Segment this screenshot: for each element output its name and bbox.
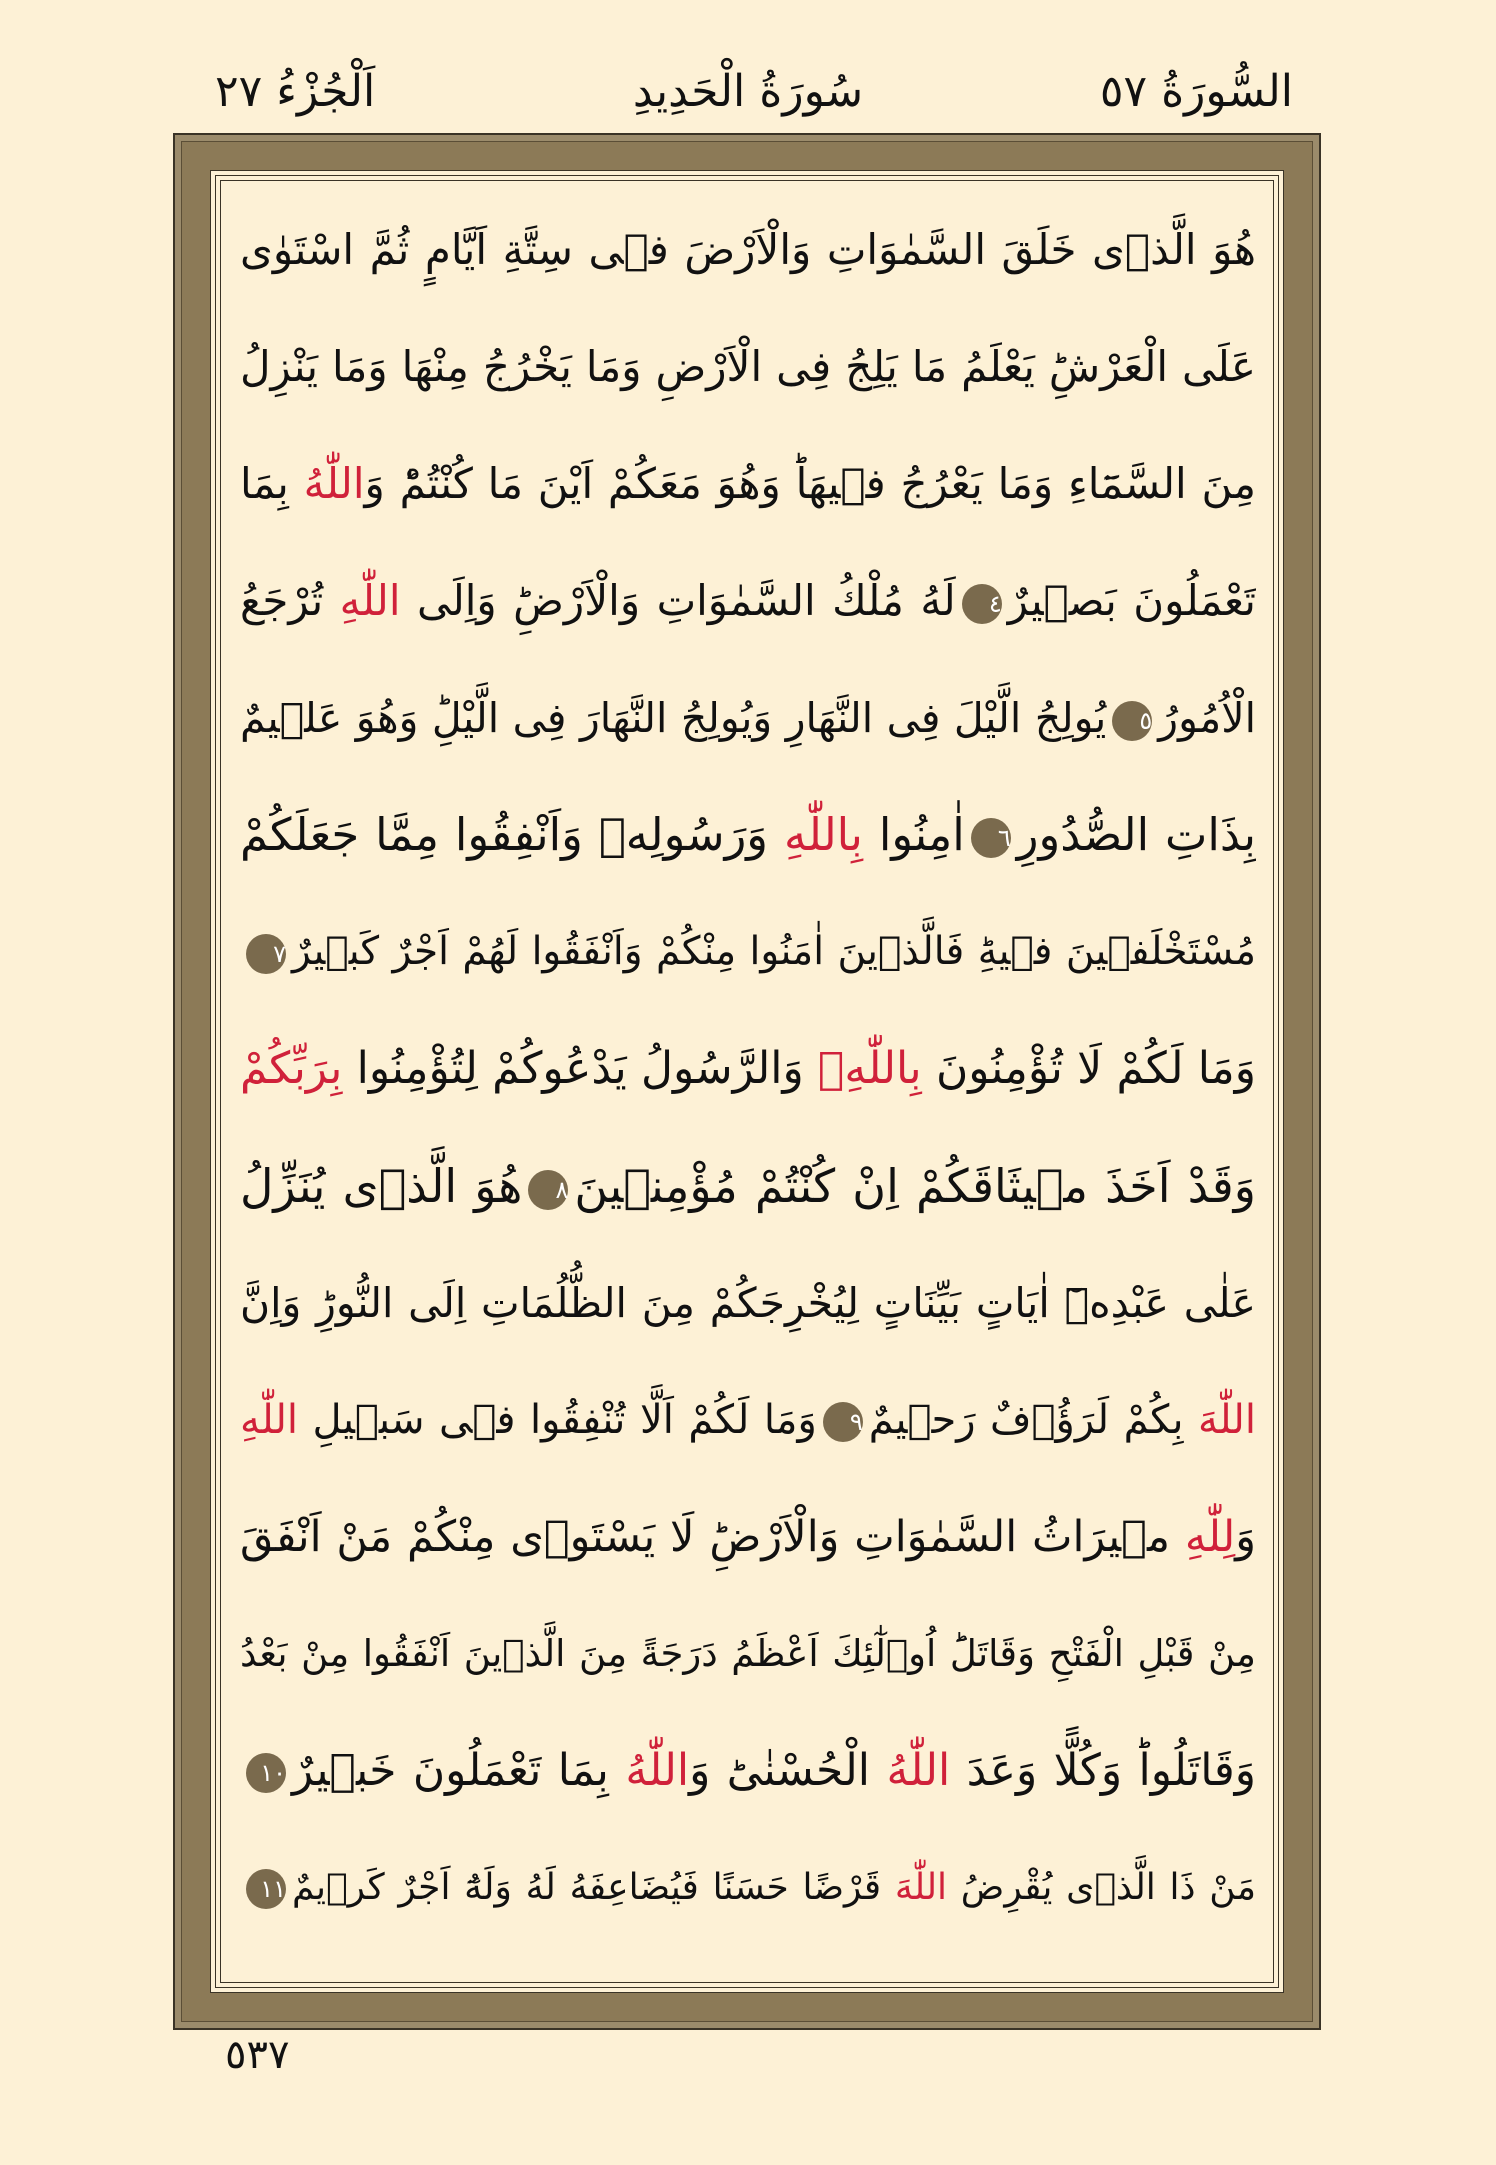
verse-text: مَنْ ذَا الَّذٖى يُقْرِضُ — [947, 1867, 1256, 1908]
ayah-number-marker: ٧ — [246, 934, 286, 974]
text-line — [240, 1604, 1256, 1704]
text-line — [240, 1253, 1256, 1353]
divine-name-text: اللّٰهِ — [240, 1397, 298, 1443]
verse-text: بِمَا — [240, 459, 304, 508]
divine-name-text: لِلّٰهِ — [1184, 1512, 1236, 1562]
ayah-number-marker: ٨ — [528, 1170, 568, 1210]
verse-text: مِنَ السَّمَٓاءِ وَمَا يَعْرُجُ فٖيهَاؕ وَهُوَ مَعَكُمْ اَيْنَ مَا كُنْتُمْؕ وَ — [364, 459, 1256, 508]
surah-name-header: سُورَةُ الْحَدِيدِ — [632, 66, 864, 117]
verse-text: عَلٰى عَبْدِهٖٓ اٰيَاتٍ بَيِّنَاتٍ لِيُخْرِجَكُمْ مِنَ الظُّلُمَاتِ اِلَى النُّورِؕ وَاِنَّ — [240, 1279, 1256, 1327]
page-number: ٥٣٧ — [225, 2032, 290, 2078]
divine-name-text: اللّٰهَ — [894, 1867, 948, 1908]
divine-name-text: بِرَبِّكُمْ — [240, 1043, 343, 1094]
verse-text: وَقَاتَلُواؕ وَكُلًّا وَعَدَ — [950, 1745, 1256, 1796]
text-line — [240, 668, 1256, 768]
ayah-number-marker: ٥ — [1112, 701, 1152, 741]
ayah-number-marker: ٩ — [823, 1402, 863, 1442]
text-line — [240, 551, 1256, 651]
divine-name-text: اللّٰهِ — [339, 576, 401, 625]
verse-text: مِنْ قَبْلِ الْفَتْحِ وَقَاتَلَؕ اُو۬لٰٓئِكَ اَعْظَمُ دَرَجَةً مِنَ الَّذٖينَ اَنْفَقُوا مِنْ بَعْدُ — [240, 1632, 1256, 1675]
verse-text: وَمَا لَكُمْ اَلَّا تُنْفِقُوا فٖى سَبٖيلِ — [298, 1397, 817, 1443]
ayah-number-marker: ١٠ — [246, 1753, 286, 1793]
divine-name-text: بِاللّٰهِ — [818, 1043, 922, 1094]
verse-text: بِكُمْ لَرَؤُ۫فٌ رَحٖيمٌ — [868, 1397, 1198, 1443]
text-line — [240, 1487, 1256, 1587]
verse-text: لَهُ مُلْكُ السَّمٰوَاتِ وَالْاَرْضِؕ وَاِلَى — [400, 576, 956, 625]
verse-text: بِذَاتِ الصُّدُورِ — [1016, 808, 1256, 861]
ayah-number-marker: ٦ — [971, 818, 1011, 858]
verse-text: هُوَ الَّذٖى يُنَزِّلُ — [240, 1159, 523, 1213]
divine-name-text: اللّٰهُ — [303, 459, 365, 508]
verse-text: قَرْضًا حَسَنًا فَيُضَاعِفَهُ لَهُ وَلَهُٓ اَجْرٌ كَرٖيمٌ — [292, 1867, 895, 1908]
verse-text: وَقَدْ اَخَذَ مٖيثَاقَكُمْ اِنْ كُنْتُمْ مُؤْمِنٖينَ — [574, 1159, 1256, 1213]
verse-text: الْحُسْنٰىؕ وَ — [689, 1745, 887, 1796]
text-line — [240, 1838, 1256, 1938]
verse-text: يُولِجُ الَّيْلَ فِى النَّهَارِ وَيُولِجُ النَّهَارَ فِى الَّيْلِؕ وَهُوَ عَلٖيمٌ — [240, 694, 1107, 742]
text-line — [240, 317, 1256, 417]
verse-text: تُرْجَعُ — [240, 576, 340, 625]
verse-text: بِمَا تَعْمَلُونَ خَبٖيرٌ — [292, 1745, 626, 1796]
verse-text: عَلَى الْعَرْشِؕ يَعْلَمُ مَا يَلِجُ فِى الْاَرْضِ وَمَا يَخْرُجُ مِنْهَا وَمَا يَنْزِلُ — [240, 342, 1256, 391]
verse-text: مٖيرَاثُ السَّمٰوَاتِ وَالْاَرْضِؕ لَا يَسْتَوٖى مِنْكُمْ مَنْ اَنْفَقَ — [240, 1512, 1185, 1562]
text-line — [240, 785, 1256, 885]
verse-text: الْاُمُورُ — [1158, 694, 1256, 742]
text-line — [240, 1136, 1256, 1236]
ayah-number-marker: ٤ — [962, 584, 1002, 624]
text-line — [240, 434, 1256, 534]
verse-text: وَرَسُولِهٖ وَاَنْفِقُوا مِمَّا جَعَلَكُمْ — [240, 808, 784, 861]
surah-number-header: السُّورَةُ ٥٧ — [1099, 66, 1293, 117]
verse-text: تَعْمَلُونَ بَصٖيرٌ — [1007, 576, 1256, 625]
verse-text: ۚ وَالرَّسُولُ يَدْعُوكُمْ لِتُؤْمِنُوا — [342, 1043, 819, 1094]
divine-name-text: اللّٰهُ — [625, 1745, 690, 1796]
quran-text-block — [240, 200, 1256, 1920]
verse-text: مُسْتَخْلَفٖينَ فٖيهِؕ فَالَّذٖينَ اٰمَنُوا مِنْكُمْ وَاَنْفَقُوا لَهُمْ اَجْرٌ كَبٖيرٌ — [292, 929, 1256, 974]
juz-header: اَلْجُزْءُ ٢٧ — [215, 66, 376, 117]
ayah-number-marker: ١١ — [246, 1869, 286, 1909]
text-line — [240, 1370, 1256, 1470]
divine-name-text: بِاللّٰهِ — [783, 808, 863, 861]
text-line — [240, 200, 1256, 300]
verse-text: هُوَ الَّذٖى خَلَقَ السَّمٰوَاتِ وَالْاَرْضَ فٖى سِتَّةِ اَيَّامٍ ثُمَّ اسْتَوٰى — [240, 225, 1256, 274]
divine-name-text: اللّٰهُ — [886, 1745, 951, 1796]
divine-name-text: اللّٰهَ — [1197, 1397, 1256, 1443]
verse-text: وَ — [1235, 1512, 1256, 1562]
verse-text: وَمَا لَكُمْ لَا تُؤْمِنُونَ — [921, 1043, 1256, 1094]
text-line — [240, 1721, 1256, 1821]
text-line — [240, 1019, 1256, 1119]
text-line — [240, 902, 1256, 1002]
verse-text: اٰمِنُوا — [862, 808, 965, 861]
